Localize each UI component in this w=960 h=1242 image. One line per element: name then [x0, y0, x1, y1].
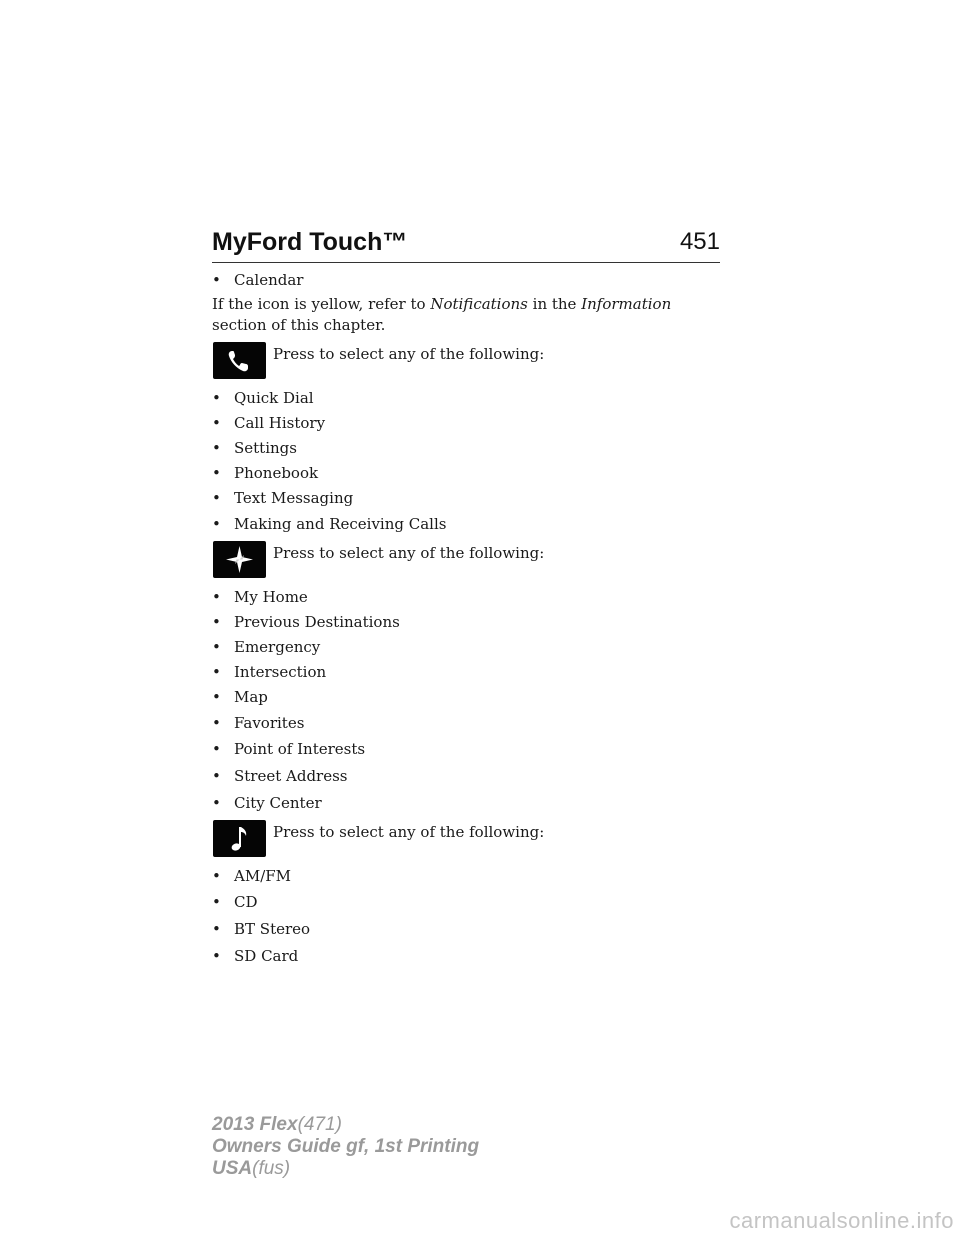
notifications-ref: Notifications: [430, 295, 528, 313]
list-item: • Emergency: [212, 638, 321, 656]
phone-press-text: Press to select any of the following:: [273, 345, 545, 363]
list-item: • My Home: [212, 588, 308, 606]
phone-icon: [213, 342, 266, 379]
list-item: • Map: [212, 688, 268, 706]
print-footer: 2013 Flex(471) Owners Guide gf, 1st Printing USA(fus): [212, 1114, 480, 1179]
list-item: • Point of Interests: [212, 740, 366, 758]
list-item: • Previous Destinations: [212, 613, 400, 631]
list-item: • City Center: [212, 794, 322, 812]
music-note-icon: [213, 820, 266, 857]
intro-paragraph: If the icon is yellow, refer to Notifications in the Information section of this chapter.: [212, 295, 672, 334]
list-item: • SD Card: [212, 947, 299, 965]
list-item: • Making and Receiving Calls: [212, 515, 447, 533]
list-item: • Call History: [212, 414, 326, 432]
list-item: • Settings: [212, 439, 297, 457]
page-number: 451: [679, 228, 720, 255]
list-item: • Intersection: [212, 663, 327, 681]
list-item: • Phonebook: [212, 464, 319, 482]
list-item: • Calendar: [212, 271, 304, 289]
compass-icon: [213, 541, 266, 578]
list-item: • Favorites: [212, 714, 305, 732]
list-item: • Street Address: [212, 767, 348, 785]
nav-press-text: Press to select any of the following:: [273, 544, 545, 562]
information-ref: Information: [581, 295, 672, 313]
page-title: MyFord Touch™: [212, 228, 408, 256]
media-press-text: Press to select any of the following:: [273, 823, 545, 841]
list-item: • Text Messaging: [212, 489, 354, 507]
list-item: • Quick Dial: [212, 389, 314, 407]
page-header: [212, 226, 720, 263]
list-item: • CD: [212, 893, 258, 911]
list-item: • AM/FM: [212, 867, 292, 885]
list-item: • BT Stereo: [212, 920, 311, 938]
watermark: carmanualsonline.info: [729, 1208, 954, 1233]
